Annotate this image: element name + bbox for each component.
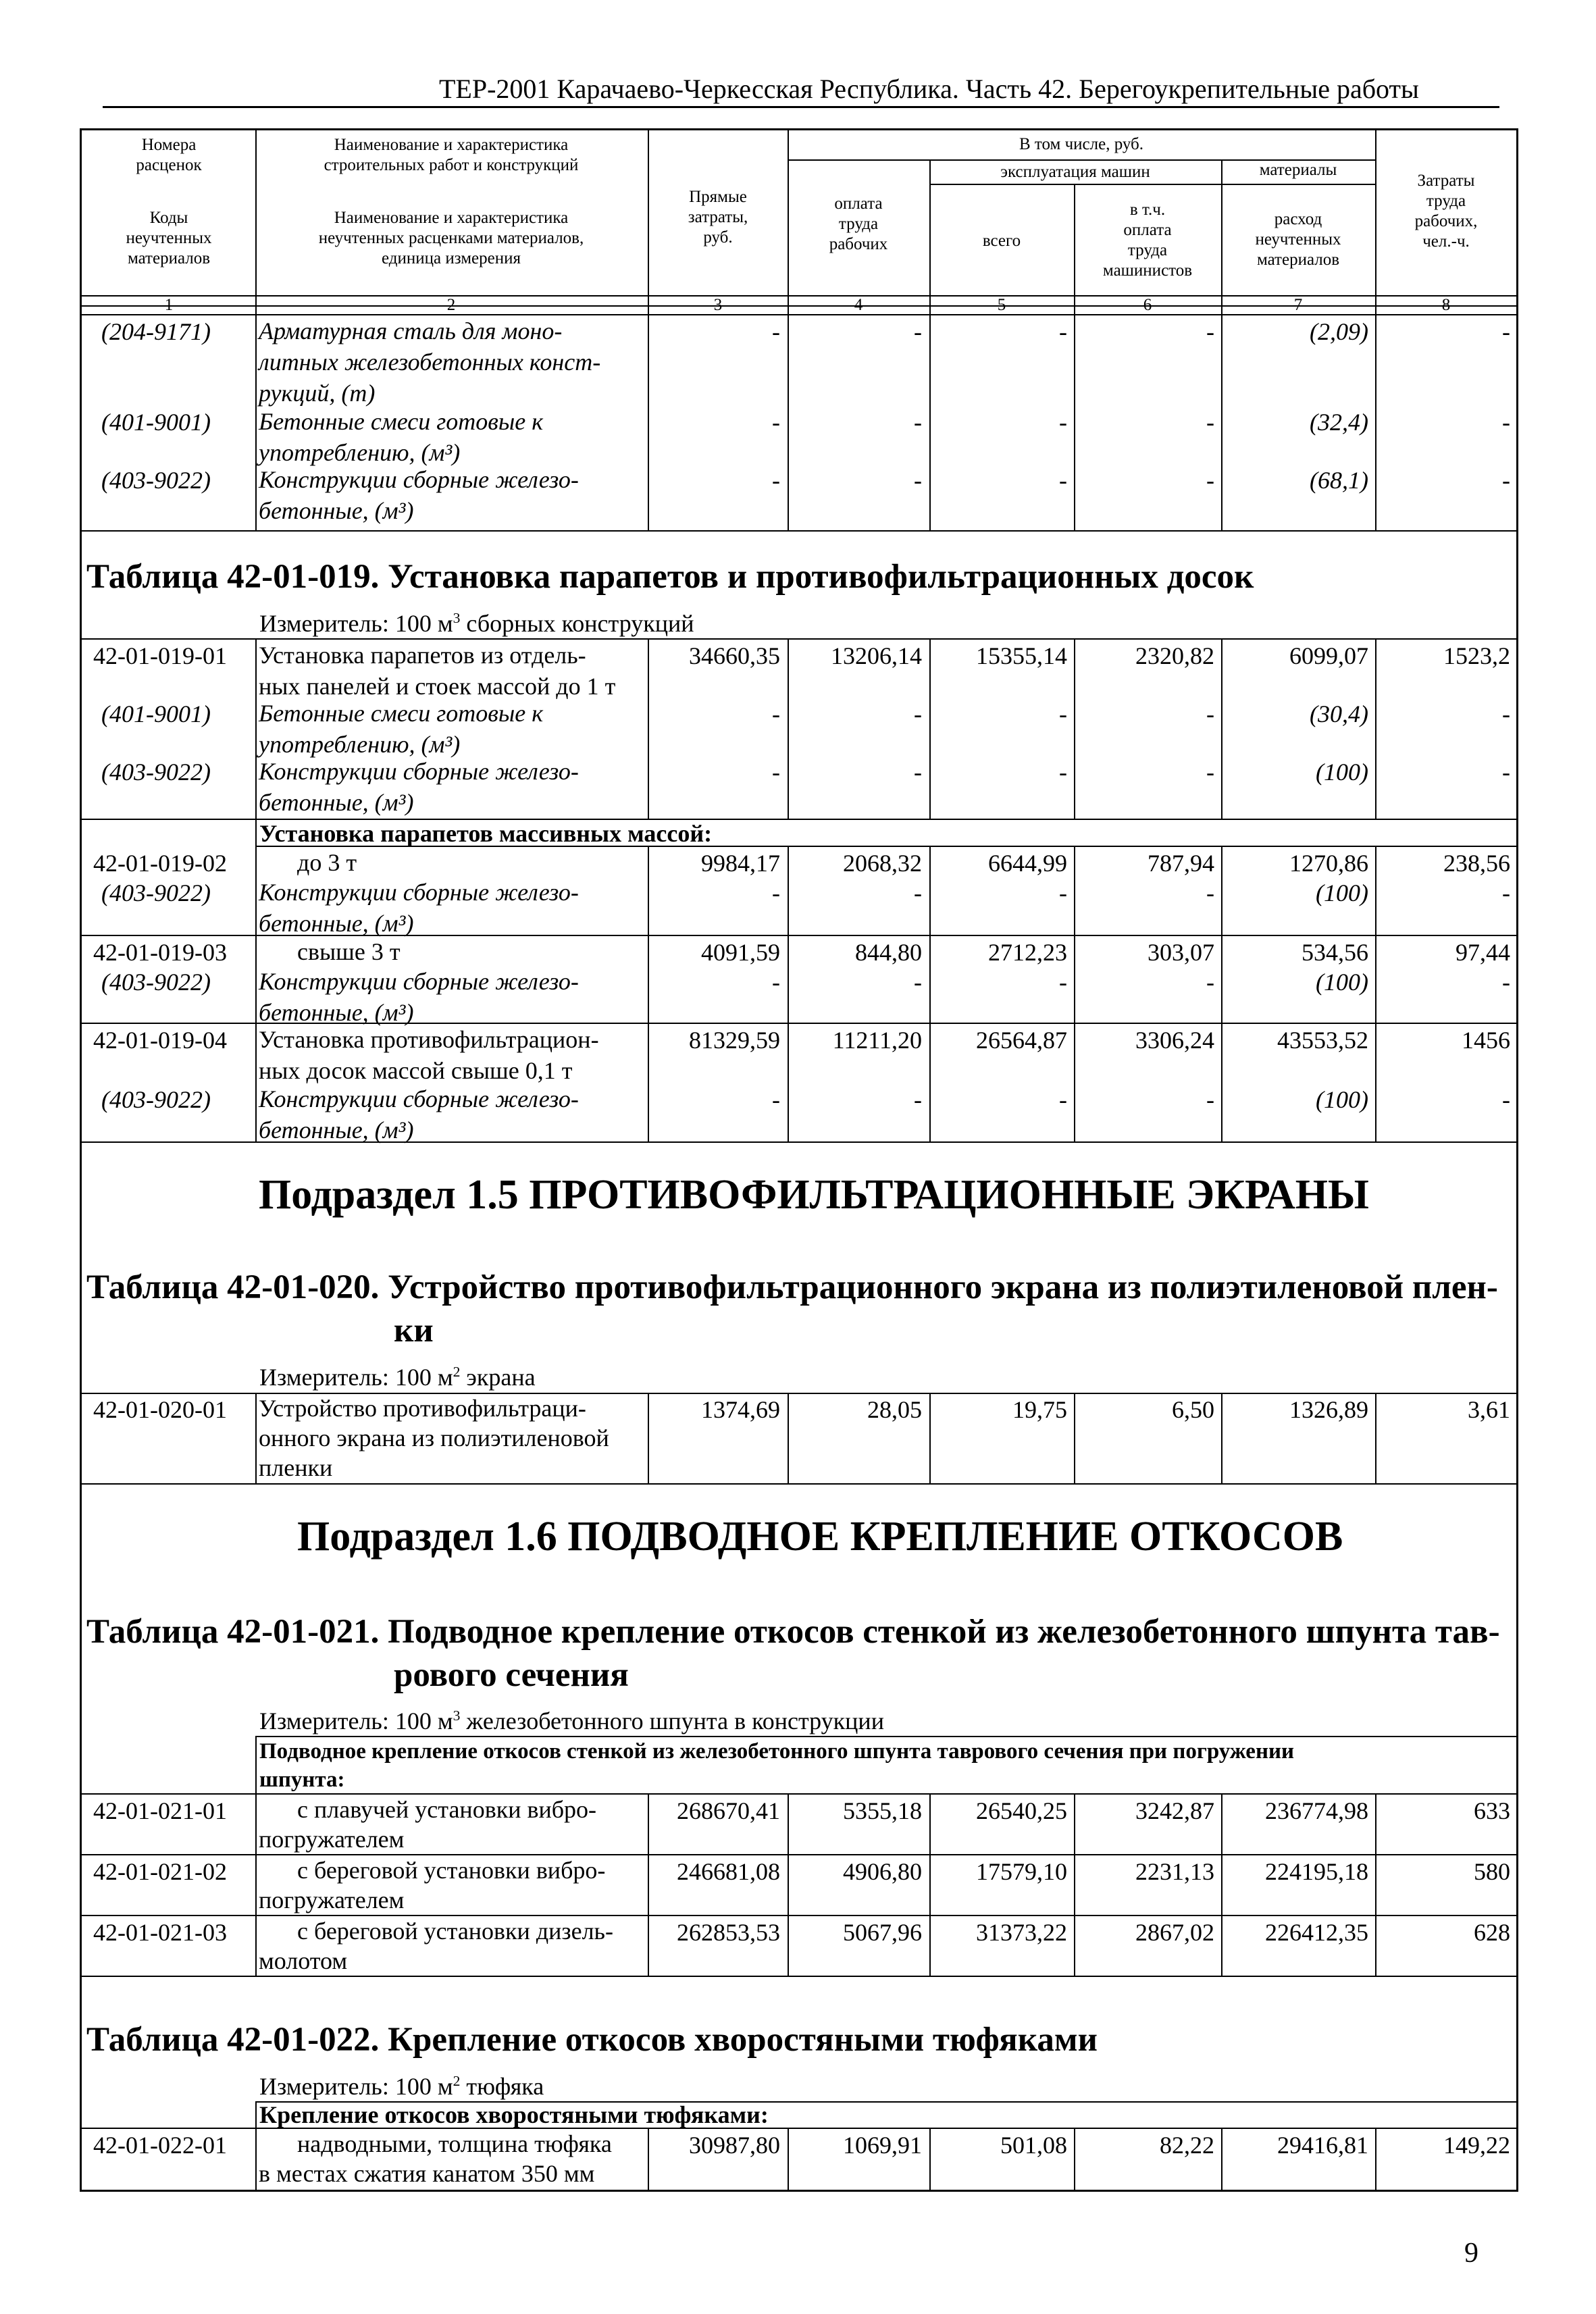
material-code: (401-9001): [101, 409, 211, 436]
material-code: (403-9022): [101, 969, 211, 996]
labor-hours: 97,44: [1456, 939, 1510, 966]
col-divider: [1074, 846, 1075, 1141]
material-code: (204-9171): [101, 318, 211, 345]
machinist-pay: 2867,02: [1135, 1919, 1214, 1946]
col-number: 8: [1441, 296, 1451, 314]
machines-total: 31373,22: [976, 1919, 1067, 1946]
group-heading-019: Установка парапетов массивных массой:: [259, 820, 713, 847]
rate-code: 42-01-019-03: [93, 939, 227, 966]
col-divider: [788, 2128, 789, 2192]
rate-code: 42-01-022-01: [93, 2132, 227, 2159]
machines-total: -: [1059, 1086, 1067, 1113]
col-divider: [1221, 2128, 1222, 2192]
col-header-rate-number: Номера расценок: [136, 136, 202, 174]
labor-pay: 1069,91: [843, 2132, 922, 2159]
labor-hours: -: [1502, 969, 1510, 996]
labor-hours: -: [1502, 879, 1510, 906]
machines-total: -: [1059, 318, 1067, 345]
material-use: 534,56: [1302, 939, 1368, 966]
col-divider: [255, 130, 257, 530]
col-number: 7: [1293, 296, 1303, 314]
col-divider: [1375, 638, 1376, 819]
work-name: с береговой установки дизель- молотом: [259, 1918, 613, 1974]
labor-hours: -: [1502, 759, 1510, 786]
direct-costs: 1374,69: [701, 1396, 780, 1423]
labor-hours: -: [1502, 700, 1510, 727]
machinist-pay: -: [1206, 409, 1214, 436]
col-header-materials: материалы: [1259, 161, 1337, 179]
row-divider: [929, 184, 1375, 185]
measure-020: Измеритель: 100 $м^2$ экрана: [259, 1364, 536, 1391]
material-use: (68,1): [1310, 467, 1368, 494]
rate-code: 42-01-020-01: [93, 1396, 227, 1423]
labor-hours: 1456: [1462, 1027, 1510, 1054]
row-divider: [80, 295, 1518, 297]
col-header-machines-total: всего: [982, 232, 1021, 250]
labor-pay: 4906,80: [843, 1858, 922, 1885]
subsection-heading-1-6: Подраздел 1.6 ПОДВОДНОЕ КРЕПЛЕНИЕ ОТКОСОВ: [297, 1514, 1343, 1560]
col-number: 1: [164, 296, 174, 314]
material-use: (100): [1316, 879, 1368, 906]
material-use: 226412,35: [1265, 1919, 1368, 1946]
table-title-021: Таблица 42-01-021. Подводное крепление откосов стенкой из железобетонного шпунта тав- рового сечения: [86, 1613, 1500, 1694]
labor-hours: 3,61: [1468, 1396, 1510, 1423]
col-divider: [929, 161, 931, 530]
labor-hours: -: [1502, 1086, 1510, 1113]
machinist-pay: -: [1206, 759, 1214, 786]
material-use: 236774,98: [1265, 1797, 1368, 1824]
row-divider: [80, 530, 1518, 532]
direct-costs: -: [772, 467, 780, 494]
machines-total: 26564,87: [976, 1027, 1067, 1054]
col-header-material-use: расход неучтенных материалов: [1255, 210, 1341, 269]
col-divider: [1074, 638, 1075, 819]
machines-total: -: [1059, 409, 1067, 436]
col-divider: [1074, 1393, 1075, 1483]
col-divider: [1221, 1793, 1222, 1976]
material-name: Арматурная сталь для моно- литных железобетонных конст- рукций, (т): [259, 317, 601, 407]
labor-hours: 149,22: [1443, 2132, 1510, 2159]
col-divider: [1074, 2128, 1075, 2192]
col-divider: [1221, 638, 1222, 819]
measure-022: Измеритель: 100 $м^2$ тюфяка: [259, 2073, 544, 2100]
col-header-machinist-pay: в т.ч. оплата труда машинистов: [1102, 201, 1193, 280]
col-divider: [648, 846, 649, 1141]
col-header-labor-hours: Затраты труда рабочих, чел.-ч.: [1414, 172, 1478, 251]
machinist-pay: 787,94: [1148, 850, 1214, 877]
material-use: 29416,81: [1277, 2132, 1368, 2159]
col-divider: [788, 1393, 789, 1483]
measure-021: Измеритель: 100 $м^3$ железобетонного шпунта в конструкции: [259, 1707, 884, 1734]
col-divider: [255, 1393, 257, 1483]
col-divider: [1221, 161, 1222, 530]
material-use: 43553,52: [1277, 1027, 1368, 1054]
col-divider: [1375, 2128, 1376, 2192]
col-divider: [1375, 1393, 1376, 1483]
material-name: Конструкции сборные железо- бетонные, (м³): [259, 466, 579, 524]
labor-hours: -: [1502, 467, 1510, 494]
labor-pay: 2068,32: [843, 850, 922, 877]
material-use: 6099,07: [1289, 642, 1368, 669]
labor-pay: 28,05: [867, 1396, 922, 1423]
machinist-pay: 3306,24: [1135, 1027, 1214, 1054]
col-divider: [1375, 846, 1376, 1141]
col-header-labor-pay: оплата труда рабочих: [829, 195, 888, 253]
material-use: 224195,18: [1265, 1858, 1368, 1885]
direct-costs: 34660,35: [689, 642, 780, 669]
labor-pay: -: [914, 969, 922, 996]
rate-code: 42-01-019-01: [93, 642, 227, 669]
labor-pay: 13206,14: [831, 642, 922, 669]
col-divider: [648, 638, 649, 819]
machinist-pay: 303,07: [1148, 939, 1214, 966]
rate-code: 42-01-021-01: [93, 1797, 227, 1824]
col-divider: [929, 2128, 931, 2192]
col-divider: [788, 638, 789, 819]
col-header-direct-costs: Прямые затраты, руб.: [688, 188, 748, 247]
row-divider: [80, 305, 1518, 307]
direct-costs: -: [772, 318, 780, 345]
machines-total: 2712,23: [988, 939, 1067, 966]
machines-total: -: [1059, 759, 1067, 786]
col-divider: [929, 638, 931, 819]
machinist-pay: -: [1206, 467, 1214, 494]
machinist-pay: -: [1206, 879, 1214, 906]
material-name: Бетонные смеси готовые к употреблению, (м³): [259, 408, 544, 466]
rate-code: 42-01-021-02: [93, 1858, 227, 1885]
work-name: до 3 т: [297, 849, 357, 876]
group-heading-021: Подводное крепление откосов стенкой из железобетонного шпунта таврового сечения при погружении шпунта:: [259, 1739, 1294, 1792]
labor-pay: -: [914, 409, 922, 436]
col-header-material-codes: Коды неучтенных материалов: [126, 209, 212, 267]
labor-pay: 5355,18: [843, 1797, 922, 1824]
work-name: свыше 3 т: [297, 938, 401, 965]
rate-code: 42-01-019-02: [93, 850, 227, 877]
machines-total: 6644,99: [988, 850, 1067, 877]
material-name: Конструкции сборные железо- бетонные, (м³): [259, 1085, 579, 1143]
col-divider: [255, 1736, 257, 1976]
labor-hours: -: [1502, 318, 1510, 345]
col-divider: [1074, 185, 1075, 530]
col-divider: [788, 846, 789, 1141]
material-code: (401-9001): [101, 700, 211, 727]
material-use: (30,4): [1310, 700, 1368, 727]
material-name: Бетонные смеси готовые к употреблению, (м³): [259, 700, 544, 758]
work-name: с плавучей установки вибро- погружателем: [259, 1796, 597, 1853]
material-code: (403-9022): [101, 467, 211, 494]
col-divider: [255, 638, 257, 1141]
labor-pay: -: [914, 318, 922, 345]
direct-costs: 262853,53: [677, 1919, 780, 1946]
direct-costs: 9984,17: [701, 850, 780, 877]
material-use: 1270,86: [1289, 850, 1368, 877]
labor-pay: -: [914, 759, 922, 786]
group-heading-022: Крепление откосов хворостяными тюфяками:: [259, 2101, 769, 2128]
work-name: Установка парапетов из отдель- ных панелей и стоек массой до 1 т: [259, 642, 616, 700]
direct-costs: -: [772, 409, 780, 436]
col-number: 5: [997, 296, 1006, 314]
machinist-pay: 82,22: [1160, 2132, 1214, 2159]
material-use: (100): [1316, 969, 1368, 996]
row-divider: [80, 1483, 1518, 1485]
subsection-heading-1-5: Подраздел 1.5 ПРОТИВОФИЛЬТРАЦИОННЫЕ ЭКРАНЫ: [259, 1172, 1369, 1218]
table-title-019: Таблица 42-01-019. Установка парапетов и противофильтрационных досок: [86, 558, 1254, 596]
material-code: (403-9022): [101, 759, 211, 786]
col-header-machines: эксплуатация машин: [1000, 163, 1150, 181]
col-divider: [788, 130, 789, 530]
labor-hours: 633: [1474, 1797, 1510, 1824]
labor-hours: 238,56: [1443, 850, 1510, 877]
material-code: (403-9022): [101, 1086, 211, 1113]
machinist-pay: -: [1206, 700, 1214, 727]
direct-costs: 30987,80: [689, 2132, 780, 2159]
col-divider: [255, 2101, 257, 2192]
machines-total: -: [1059, 969, 1067, 996]
col-number: 2: [446, 296, 456, 314]
machinist-pay: 3242,87: [1135, 1797, 1214, 1824]
page-number: 9: [1464, 2238, 1478, 2269]
col-header-work-name: Наименование и характеристика строительных работ и конструкций: [324, 136, 579, 174]
col-divider: [648, 1393, 649, 1483]
machines-total: -: [1059, 700, 1067, 727]
measure-019: Измеритель: 100 $м^3$ сборных конструкций: [259, 610, 694, 637]
labor-hours: 1523,2: [1443, 642, 1510, 669]
direct-costs: -: [772, 879, 780, 906]
direct-costs: 81329,59: [689, 1027, 780, 1054]
labor-pay: 11211,20: [832, 1027, 922, 1054]
direct-costs: 4091,59: [701, 939, 780, 966]
header-rule: [103, 106, 1499, 108]
labor-pay: 5067,96: [843, 1919, 922, 1946]
material-code: (403-9022): [101, 879, 211, 906]
col-divider: [1375, 1793, 1376, 1976]
machines-total: 26540,25: [976, 1797, 1067, 1824]
material-use: (32,4): [1310, 409, 1368, 436]
labor-pay: -: [914, 467, 922, 494]
col-divider: [648, 1793, 649, 1976]
machines-total: -: [1059, 879, 1067, 906]
rate-code: 42-01-021-03: [93, 1919, 227, 1946]
rate-code: 42-01-019-04: [93, 1027, 227, 1054]
col-number: 3: [713, 296, 723, 314]
work-name: Установка противофильтрацион- ных досок массой свыше 0,1 т: [259, 1026, 599, 1084]
table-title-022: Таблица 42-01-022. Крепление откосов хворостяными тюфяками: [86, 2021, 1098, 2059]
col-divider: [929, 846, 931, 1141]
work-name: Устройство противофильтраци- онного экрана из полиэтиленовой пленки: [259, 1395, 609, 1481]
machinist-pay: 6,50: [1172, 1396, 1214, 1423]
row-divider: [80, 1976, 1518, 1977]
col-divider: [1375, 130, 1376, 530]
col-divider: [929, 1793, 931, 1976]
machines-total: 15355,14: [976, 642, 1067, 669]
direct-costs: -: [772, 759, 780, 786]
labor-pay: -: [914, 879, 922, 906]
col-number: 6: [1143, 296, 1152, 314]
material-name: Конструкции сборные железо- бетонные, (м³): [259, 879, 579, 937]
table-title-020: Таблица 42-01-020. Устройство противофильтрационного экрана из полиэтиленовой плен- ки: [86, 1268, 1498, 1349]
col-divider: [929, 1393, 931, 1483]
col-divider: [1074, 1793, 1075, 1976]
col-header-material-name: Наименование и характеристика неучтенных расценками материалов, единица измерения: [318, 209, 584, 267]
machines-total: -: [1059, 467, 1067, 494]
machines-total: 19,75: [1012, 1396, 1067, 1423]
labor-pay: 844,80: [855, 939, 922, 966]
labor-hours: 580: [1474, 1858, 1510, 1885]
material-use: (100): [1316, 759, 1368, 786]
direct-costs: -: [772, 969, 780, 996]
col-number: 4: [854, 296, 863, 314]
direct-costs: -: [772, 700, 780, 727]
col-divider: [1221, 846, 1222, 1141]
labor-pay: -: [914, 1086, 922, 1113]
machines-total: 17579,10: [976, 1858, 1067, 1885]
col-divider: [648, 130, 649, 530]
material-name: Конструкции сборные железо- бетонные, (м³): [259, 968, 579, 1026]
labor-pay: -: [914, 700, 922, 727]
col-header-including: В том числе, руб.: [1019, 135, 1144, 153]
material-name: Конструкции сборные железо- бетонные, (м³): [259, 758, 579, 816]
machinist-pay: 2231,13: [1135, 1858, 1214, 1885]
running-header: ТЕР-2001 Карачаево-Черкесская Республика. Часть 42. Берегоукрепительные работы: [439, 74, 1419, 104]
material-use: (2,09): [1310, 318, 1368, 345]
work-name: надводными, толщина тюфяка в местах сжатия канатом 350 мм: [259, 2130, 612, 2187]
machinist-pay: -: [1206, 1086, 1214, 1113]
machinist-pay: -: [1206, 969, 1214, 996]
machinist-pay: 2320,82: [1135, 642, 1214, 669]
work-name: с береговой установки вибро- погружателем: [259, 1857, 606, 1913]
direct-costs: -: [772, 1086, 780, 1113]
direct-costs: 268670,41: [677, 1797, 780, 1824]
machinist-pay: -: [1206, 318, 1214, 345]
machines-total: 501,08: [1000, 2132, 1067, 2159]
material-use: 1326,89: [1289, 1396, 1368, 1423]
col-divider: [1221, 1393, 1222, 1483]
col-divider: [648, 2128, 649, 2192]
labor-hours: -: [1502, 409, 1510, 436]
labor-hours: 628: [1474, 1919, 1510, 1946]
direct-costs: 246681,08: [677, 1858, 780, 1885]
material-use: (100): [1316, 1086, 1368, 1113]
col-divider: [788, 1793, 789, 1976]
